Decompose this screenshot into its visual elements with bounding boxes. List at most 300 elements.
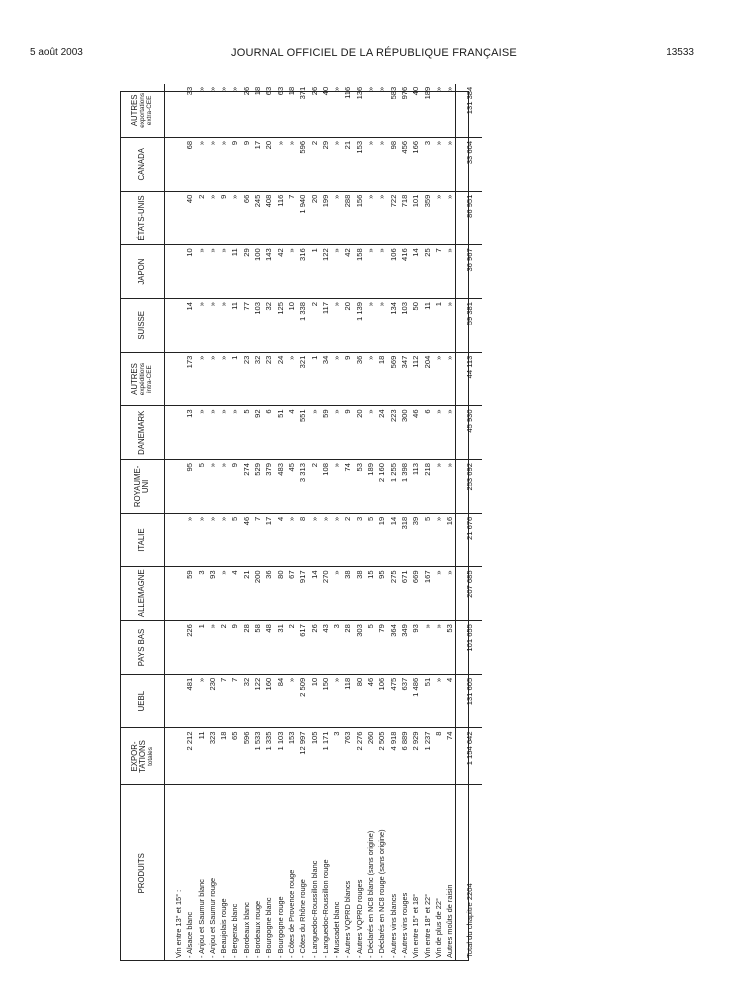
value-cell: 529 <box>252 460 263 514</box>
column-header-text: CANADA <box>137 148 146 181</box>
value-cell <box>173 245 184 299</box>
value-cell: » <box>331 245 342 299</box>
value-cell: 2 <box>309 460 320 514</box>
value-cell: » <box>365 352 376 406</box>
value-cell: 416 <box>399 245 410 299</box>
product-name-cell: - Beaujolais rouge <box>218 785 229 961</box>
value-cell: 53 <box>444 621 455 675</box>
value-cell: 36 <box>263 567 274 621</box>
value-cell: 112 <box>410 352 421 406</box>
value-cell: 200 <box>252 567 263 621</box>
table-row <box>252 84 263 961</box>
table-row <box>342 84 353 961</box>
value-cell: 199 <box>320 191 331 245</box>
value-cell: » <box>207 191 218 245</box>
value-cell: 14 <box>184 299 195 353</box>
value-cell: » <box>286 513 297 567</box>
value-cell: 125 <box>275 299 286 353</box>
value-cell: » <box>376 137 387 191</box>
value-cell: 106 <box>376 674 387 728</box>
spacer-row <box>165 84 174 961</box>
value-cell: » <box>331 137 342 191</box>
value-cell: 323 <box>207 728 218 785</box>
value-cell: » <box>286 674 297 728</box>
table-row <box>320 84 331 961</box>
product-name-cell: Autres moûts de raisin <box>444 785 455 961</box>
spacer-cell <box>165 513 174 567</box>
column-header-text: UEBL <box>137 690 146 712</box>
value-cell: 17 <box>252 137 263 191</box>
value-cell: 359 <box>422 191 433 245</box>
value-cell: 481 <box>184 674 195 728</box>
value-cell: 1 398 <box>399 460 410 514</box>
value-cell: 23 <box>241 352 252 406</box>
value-cell: 93 <box>410 621 421 675</box>
value-cell: » <box>286 352 297 406</box>
table-row <box>207 84 218 961</box>
value-cell: » <box>196 299 207 353</box>
column-header-text: expéditions <box>139 362 146 396</box>
value-cell: 122 <box>252 674 263 728</box>
value-cell: 7 <box>286 191 297 245</box>
product-name-cell: - Déclarés en NC8 rouge (sans origine) <box>376 785 387 961</box>
value-cell: » <box>207 406 218 460</box>
value-cell: 32 <box>241 674 252 728</box>
value-cell: 475 <box>388 674 399 728</box>
column-header-text: ITALIE <box>137 528 146 552</box>
column-header-text: ÉTATS-UNIS <box>137 195 146 241</box>
product-name-cell: - Muscadet blanc <box>331 785 342 961</box>
value-cell: » <box>331 460 342 514</box>
value-cell: » <box>444 137 455 191</box>
value-cell: 2 276 <box>354 728 365 785</box>
value-cell: » <box>207 621 218 675</box>
value-cell: 74 <box>444 728 455 785</box>
total-value-cell: 44 113 <box>456 352 483 406</box>
value-cell: » <box>365 299 376 353</box>
value-cell <box>173 460 184 514</box>
product-name-cell: - Bordeaux rouge <box>252 785 263 961</box>
value-cell: 722 <box>388 191 399 245</box>
value-cell: » <box>275 137 286 191</box>
total-value-cell: 86 951 <box>456 191 483 245</box>
value-cell: 245 <box>252 191 263 245</box>
value-cell: » <box>433 513 444 567</box>
value-cell: 1 <box>309 352 320 406</box>
table-row <box>388 84 399 961</box>
product-name-cell: Vin entre 15° et 18° <box>410 785 421 961</box>
value-cell: » <box>365 245 376 299</box>
value-cell: » <box>219 86 229 91</box>
value-cell: » <box>309 406 320 460</box>
value-cell: 976 <box>399 86 409 100</box>
column-header-text: AUTRES <box>130 94 139 127</box>
value-cell: » <box>229 406 240 460</box>
column-header-text: EXPOR- <box>129 741 139 772</box>
table-row <box>399 84 410 961</box>
value-cell: » <box>331 406 342 460</box>
value-cell: 28 <box>342 621 353 675</box>
value-cell: » <box>444 352 455 406</box>
value-cell <box>173 621 184 675</box>
table-row <box>229 84 240 961</box>
value-cell: 67 <box>286 567 297 621</box>
total-value-cell: 101 655 <box>456 621 483 675</box>
value-cell: 226 <box>184 621 195 675</box>
column-header <box>120 84 165 138</box>
value-cell: » <box>218 137 229 191</box>
value-cell: 349 <box>399 621 410 675</box>
value-cell: » <box>444 299 455 353</box>
value-cell: 38 <box>354 567 365 621</box>
value-cell: 103 <box>399 299 410 353</box>
value-cell: 101 <box>410 191 421 245</box>
header-title: JOURNAL OFFICIEL DE LA RÉPUBLIQUE FRANÇAISE <box>231 47 517 59</box>
column-header-text: PRODUITS <box>137 853 146 894</box>
value-cell: 408 <box>263 191 274 245</box>
value-cell: 6 889 <box>399 728 410 785</box>
value-cell: 150 <box>320 674 331 728</box>
value-cell: » <box>207 352 218 406</box>
value-cell: 12 997 <box>297 728 308 785</box>
value-cell: 95 <box>376 567 387 621</box>
value-cell: 11 <box>196 728 207 785</box>
spacer-cell <box>165 674 174 728</box>
value-cell: » <box>286 245 297 299</box>
spacer-cell <box>165 567 174 621</box>
value-cell: » <box>196 406 207 460</box>
total-value-cell: 59 381 <box>456 299 483 353</box>
value-cell: 23 <box>263 352 274 406</box>
spacer-cell <box>165 299 174 353</box>
value-cell: 7 <box>252 513 263 567</box>
value-cell: 260 <box>365 728 376 785</box>
total-value-cell: 45 930 <box>456 406 483 460</box>
value-cell: 270 <box>320 567 331 621</box>
value-cell: 18 <box>376 352 387 406</box>
value-cell: 364 <box>388 621 399 675</box>
value-cell: 569 <box>388 352 399 406</box>
value-cell: » <box>331 352 342 406</box>
value-cell: 13 <box>184 406 195 460</box>
value-cell: 59 <box>184 567 195 621</box>
value-cell <box>173 567 184 621</box>
value-cell: » <box>444 191 455 245</box>
column-header-text: intra-CEE <box>146 365 153 393</box>
value-cell: » <box>207 245 218 299</box>
value-cell: » <box>444 460 455 514</box>
column-header-text: PAYS BAS <box>137 628 146 667</box>
value-cell <box>173 728 184 785</box>
value-cell: 95 <box>184 460 195 514</box>
product-name-cell: - Bordeaux blanc <box>241 785 252 961</box>
value-cell: 103 <box>252 299 263 353</box>
value-cell: 26 <box>309 621 320 675</box>
product-name-cell: - Anjou et Saumur rouge <box>207 785 218 961</box>
table-row <box>376 84 387 961</box>
value-cell: 106 <box>388 245 399 299</box>
value-cell: 20 <box>342 299 353 353</box>
value-cell: 218 <box>422 460 433 514</box>
table-row <box>309 84 320 961</box>
spacer-cell <box>165 191 174 245</box>
table-row <box>444 84 455 961</box>
value-cell: 51 <box>422 674 433 728</box>
column-header <box>120 191 165 245</box>
value-cell: 66 <box>241 191 252 245</box>
value-cell: 31 <box>275 621 286 675</box>
value-cell: 33 <box>185 86 195 96</box>
value-cell: » <box>376 191 387 245</box>
value-cell: 1 103 <box>275 728 286 785</box>
value-cell: 718 <box>399 191 410 245</box>
value-cell: » <box>218 567 229 621</box>
value-cell: 38 <box>342 567 353 621</box>
value-cell: 5 <box>422 513 433 567</box>
value-cell: 153 <box>354 137 365 191</box>
value-cell: 3 <box>331 621 342 675</box>
product-name-cell: - Anjou et Saumur blanc <box>196 785 207 961</box>
value-cell: 108 <box>320 460 331 514</box>
spacer-cell <box>165 621 174 675</box>
spacer-cell <box>165 137 174 191</box>
value-cell: » <box>286 137 297 191</box>
value-cell: 134 <box>388 299 399 353</box>
value-cell: 917 <box>297 567 308 621</box>
product-name-cell: - Côtes de Provence rouge <box>286 785 297 961</box>
value-cell: » <box>218 460 229 514</box>
value-cell: 303 <box>354 621 365 675</box>
value-cell: » <box>433 460 444 514</box>
value-cell: » <box>230 86 240 91</box>
table-row <box>241 84 252 961</box>
table-row <box>297 84 308 961</box>
value-cell: » <box>444 406 455 460</box>
value-cell: 2 <box>309 137 320 191</box>
value-cell: 275 <box>388 567 399 621</box>
column-header <box>120 352 165 406</box>
value-cell: 551 <box>297 406 308 460</box>
spacer-cell <box>165 406 174 460</box>
value-cell: » <box>377 86 387 91</box>
value-cell: » <box>229 191 240 245</box>
value-cell: 46 <box>365 674 376 728</box>
value-cell: » <box>445 86 455 91</box>
value-cell: 2 <box>286 621 297 675</box>
table-row <box>331 84 342 961</box>
value-cell: 316 <box>297 245 308 299</box>
value-cell: 223 <box>388 406 399 460</box>
table-row <box>354 84 365 961</box>
table-row <box>275 84 286 961</box>
value-cell: » <box>365 406 376 460</box>
value-cell: 2 <box>196 191 207 245</box>
value-cell: 113 <box>410 460 421 514</box>
value-cell: 118 <box>342 674 353 728</box>
value-cell: 8 <box>297 513 308 567</box>
value-cell: » <box>331 513 342 567</box>
value-cell: 1 139 <box>354 299 365 353</box>
column-header <box>120 621 165 675</box>
column-header-text: SUISSE <box>137 311 146 340</box>
value-cell <box>173 352 184 406</box>
header-page-number: 13533 <box>666 47 694 58</box>
value-cell: 68 <box>184 137 195 191</box>
value-cell: 189 <box>365 460 376 514</box>
column-header <box>120 245 165 299</box>
value-cell: 84 <box>275 674 286 728</box>
value-cell: 347 <box>399 352 410 406</box>
spacer-cell <box>165 460 174 514</box>
value-cell: 3 313 <box>297 460 308 514</box>
column-header <box>120 728 165 785</box>
value-cell: 50 <box>410 299 421 353</box>
value-cell: » <box>196 86 206 91</box>
column-header <box>120 567 165 621</box>
column-header-text: AUTRES <box>130 363 139 395</box>
product-name-cell: - Alsace blanc <box>184 785 195 961</box>
value-cell: 9 <box>229 460 240 514</box>
value-cell: 1 <box>309 245 320 299</box>
value-cell: » <box>376 299 387 353</box>
value-cell: 2 505 <box>376 728 387 785</box>
value-cell: 25 <box>422 245 433 299</box>
value-cell: » <box>218 406 229 460</box>
value-cell: » <box>332 86 342 91</box>
value-cell: 19 <box>376 513 387 567</box>
value-cell: 18 <box>218 728 229 785</box>
value-cell: 596 <box>241 728 252 785</box>
column-header-text: DANEMARK <box>137 410 146 455</box>
value-cell: » <box>218 352 229 406</box>
value-cell: 483 <box>275 460 286 514</box>
value-cell: » <box>433 137 444 191</box>
value-cell: 318 <box>399 513 410 567</box>
value-cell: 98 <box>388 137 399 191</box>
value-cell: » <box>218 245 229 299</box>
column-header <box>120 137 165 191</box>
value-cell: 173 <box>184 352 195 406</box>
spacer-cell <box>165 352 174 406</box>
value-cell <box>173 406 184 460</box>
value-cell: » <box>433 406 444 460</box>
value-cell: 5 <box>229 513 240 567</box>
column-header-text: totales <box>146 747 154 766</box>
table-total-row <box>456 84 483 961</box>
spacer-cell <box>165 84 174 138</box>
value-cell: 15 <box>365 567 376 621</box>
value-cell: » <box>207 137 218 191</box>
value-cell: 80 <box>354 674 365 728</box>
value-cell: 288 <box>342 191 353 245</box>
value-cell: 4 <box>286 406 297 460</box>
value-cell: » <box>196 245 207 299</box>
value-cell: 16 <box>444 513 455 567</box>
value-cell: 14 <box>388 513 399 567</box>
value-cell: » <box>444 245 455 299</box>
value-cell: 63 <box>275 86 285 96</box>
export-table <box>120 84 482 961</box>
value-cell: » <box>331 567 342 621</box>
value-cell: 5 <box>365 513 376 567</box>
value-cell: 53 <box>354 460 365 514</box>
value-cell: 24 <box>275 352 286 406</box>
column-header-text: extra-CEE <box>146 95 153 126</box>
value-cell: 100 <box>252 245 263 299</box>
value-cell: 4 <box>444 674 455 728</box>
value-cell: 40 <box>184 191 195 245</box>
value-cell: » <box>309 513 320 567</box>
value-cell: 77 <box>241 299 252 353</box>
table-row <box>433 84 444 961</box>
rotated-table-container <box>120 86 474 961</box>
value-cell: 29 <box>241 245 252 299</box>
total-value-cell: 36 967 <box>456 245 483 299</box>
value-cell <box>173 191 184 245</box>
value-cell: » <box>207 86 217 91</box>
total-value-cell: 33 604 <box>456 137 483 191</box>
product-name-cell: - Bourgogne rouge <box>275 785 286 961</box>
value-cell: 167 <box>422 567 433 621</box>
value-cell: 105 <box>309 728 320 785</box>
value-cell: 32 <box>252 352 263 406</box>
value-cell: » <box>365 137 376 191</box>
value-cell: 92 <box>252 406 263 460</box>
value-cell: 20 <box>354 406 365 460</box>
column-header <box>120 299 165 353</box>
product-name-cell: - Autres vins rouges <box>399 785 410 961</box>
value-cell: 46 <box>410 406 421 460</box>
value-cell: 93 <box>207 567 218 621</box>
table-row <box>422 84 433 961</box>
value-cell: 371 <box>298 86 308 100</box>
product-name-cell: Vin entre 13° et 15° : <box>173 785 184 961</box>
spacer-cell <box>165 728 174 785</box>
value-cell <box>173 299 184 353</box>
value-cell: » <box>433 86 443 91</box>
value-cell: 5 <box>196 460 207 514</box>
value-cell: 617 <box>297 621 308 675</box>
value-cell: » <box>376 245 387 299</box>
column-header-text: ALLEMAGNE <box>137 569 146 618</box>
value-cell: » <box>184 513 195 567</box>
value-cell: 18 <box>286 86 296 96</box>
value-cell: 189 <box>422 86 432 100</box>
table-row <box>184 84 195 961</box>
value-cell: 14 <box>410 245 421 299</box>
total-value-cell: 253 692 <box>456 460 483 514</box>
value-cell: 9 <box>342 352 353 406</box>
value-cell: 4 <box>229 567 240 621</box>
product-name-cell: - Languedoc-Roussillon rouge <box>320 785 331 961</box>
value-cell: 21 <box>241 567 252 621</box>
value-cell: 34 <box>320 352 331 406</box>
value-cell: 18 <box>253 86 263 96</box>
value-cell: 43 <box>320 621 331 675</box>
column-header-text: exportations <box>139 92 146 128</box>
value-cell: » <box>433 191 444 245</box>
value-cell: 45 <box>286 460 297 514</box>
value-cell: 116 <box>275 191 286 245</box>
value-cell: 5 <box>241 406 252 460</box>
value-cell: 10 <box>184 245 195 299</box>
value-cell: 26 <box>309 86 319 96</box>
value-cell: 1 237 <box>422 728 433 785</box>
value-cell: 637 <box>399 674 410 728</box>
value-cell: 1 <box>196 621 207 675</box>
value-cell: 58 <box>252 621 263 675</box>
table-row <box>365 84 376 961</box>
